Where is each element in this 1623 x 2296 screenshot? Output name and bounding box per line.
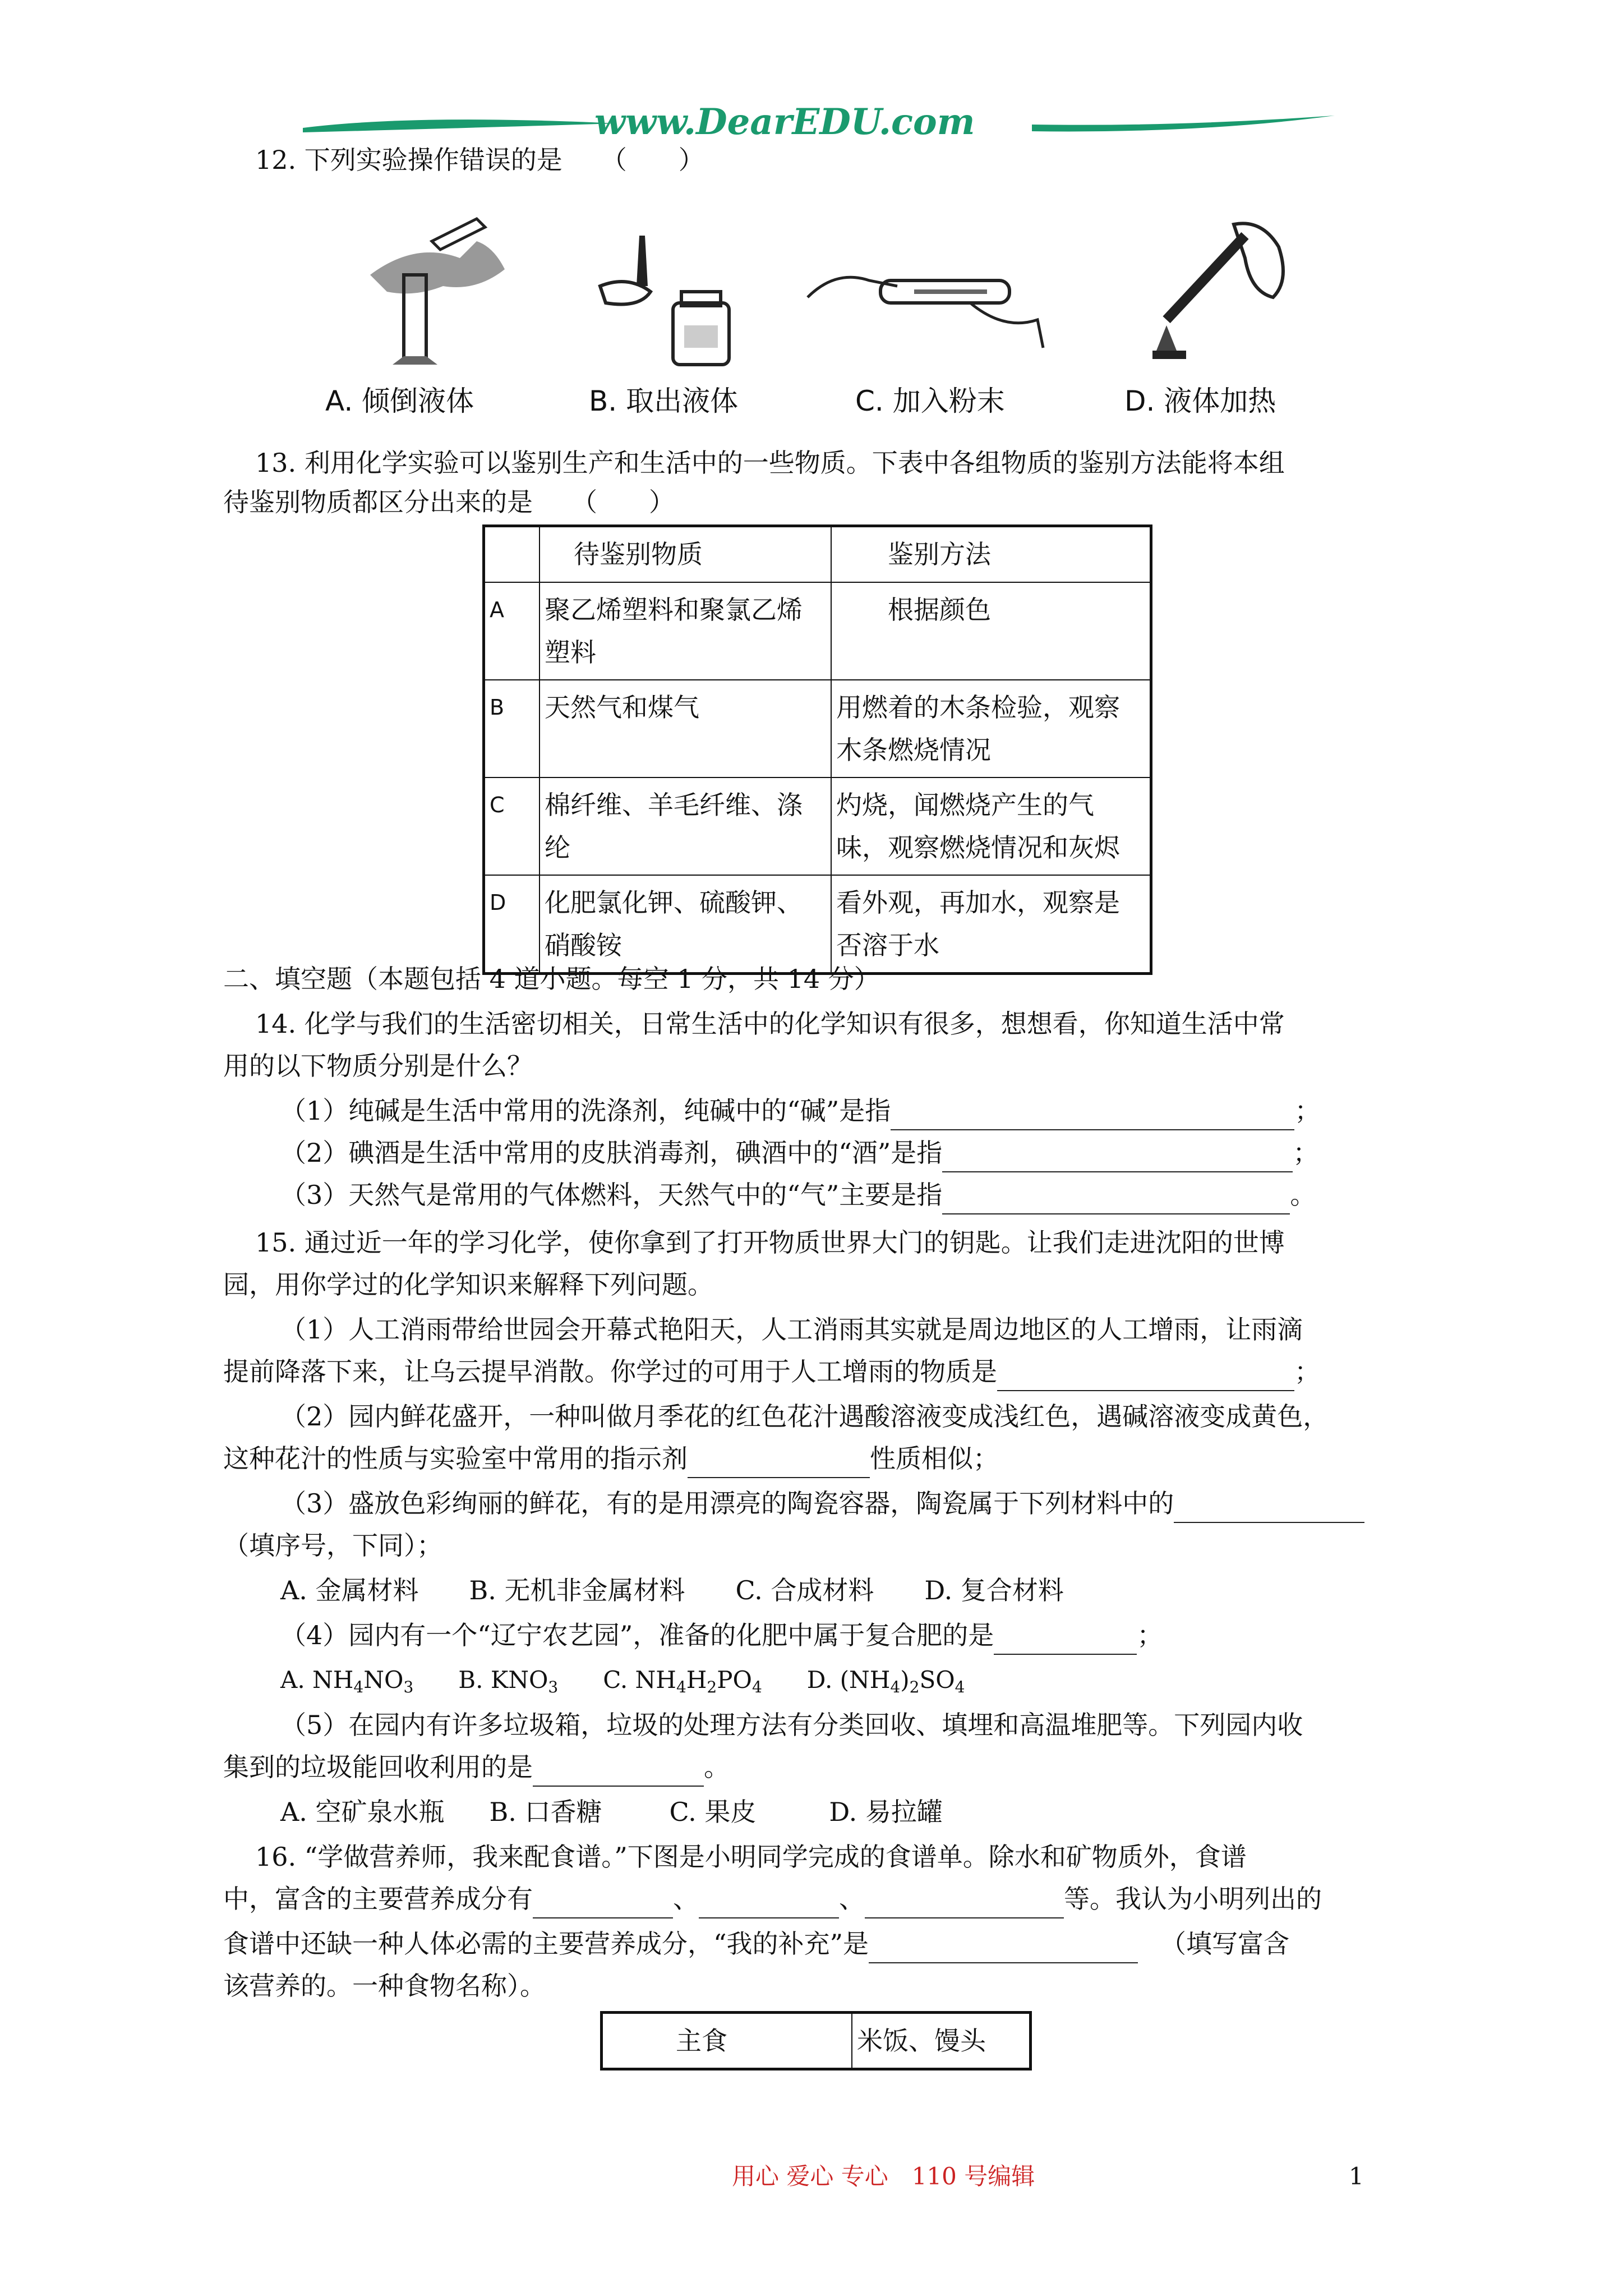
q15-p1-line1: （1）人工消雨带给世园会开幕式艳阳天，人工消雨其实就是周边地区的人工增雨，让雨滴 [280, 1314, 1303, 1345]
table-row [484, 582, 1151, 680]
q15-p3-options [280, 1571, 1064, 1610]
q14-stem-line1: 14. 化学与我们的生活密切相关，日常生活中的化学知识有很多，想想看，你知道生活中常 [255, 1009, 1285, 1039]
q16-recipe-table [600, 2011, 1032, 2070]
q14-item2-end: ； [1293, 1138, 1319, 1168]
q15-p4-line1 [280, 1616, 1163, 1655]
q15-p2-line2 [223, 1439, 999, 1478]
header-swoosh-right-icon [1032, 111, 1335, 145]
table-header-cell: 鉴别方法 [831, 526, 1151, 582]
q15-p5-line2 [223, 1747, 730, 1787]
section2-title: 二、填空题（本题包括 4 道小题。每空 1 分，共 14 分） [223, 964, 880, 994]
option-item: B. 口香糖 [489, 1797, 602, 1827]
table-cell-substances: 棉纤维、羊毛纤维、涤纶 [540, 777, 831, 875]
q15-p2-line1: （2）园内鲜花盛开，一种叫做月季花的红色花汁遇酸溶液变成浅红色，遇碱溶液变成黄色， [280, 1401, 1329, 1432]
option-item: D. 易拉罐 [829, 1797, 943, 1827]
table-cell-substances: 化肥氯化钾、硫酸钾、硝酸铵 [540, 875, 831, 974]
answer-blank[interactable] [699, 1888, 839, 1918]
table-cell-key: A [484, 582, 540, 680]
answer-blank[interactable] [942, 1142, 1293, 1172]
answer-blank[interactable] [1174, 1493, 1364, 1523]
option-item: D. 复合材料 [924, 1575, 1064, 1605]
option-item: A. $NH_4NO_3$ [280, 1666, 414, 1696]
header-swoosh-left-icon [303, 111, 617, 145]
q16-sep1: 、 [673, 1884, 699, 1914]
option-item: A. 空矿泉水瓶 [280, 1797, 445, 1827]
table-row [602, 2013, 1031, 2069]
q13-table [482, 524, 1152, 975]
table-row [484, 875, 1151, 974]
q14-item3-text: （3）天然气是常用的气体燃料，天然气中的“气”主要是指 [280, 1180, 943, 1210]
table-cell-substances: 天然气和煤气 [540, 680, 831, 777]
q14-item3-end: 。 [1290, 1180, 1316, 1210]
q14-item1 [280, 1091, 1320, 1130]
q15-p3-line1 [280, 1484, 1364, 1523]
table-cell-method: 看外观，再加水，观察是否溶于水 [831, 875, 1151, 974]
q15-p1-text: 提前降落下来，让乌云提早消散。你学过的可用于人工增雨的物质是 [223, 1356, 997, 1387]
answer-blank[interactable] [688, 1448, 870, 1478]
q14-item1-text: （1）纯碱是生活中常用的洗涤剂，纯碱中的“碱”是指 [280, 1096, 891, 1126]
q15-p4-text: （4）园内有一个“辽宁农艺园”，准备的化肥中属于复合肥的是 [280, 1620, 994, 1650]
answer-blank[interactable] [942, 1184, 1290, 1214]
q16-text-b: 等。我认为小明列出的 [1064, 1884, 1322, 1914]
table-cell-key: D [484, 875, 540, 974]
q15-p5-options [280, 1792, 943, 1832]
table-cell-key: C [484, 777, 540, 875]
option-item: B. $KNO_3$ [458, 1666, 559, 1696]
q15-p4-options [280, 1660, 965, 1707]
footer-text: 用心 爱心 专心 110 号编辑 [732, 2162, 1035, 2190]
q15-p2-text-b: 性质相似； [870, 1443, 999, 1474]
option-item: B. 无机非金属材料 [469, 1575, 685, 1605]
q15-p5-end: 。 [704, 1752, 730, 1782]
q14-stem-line2: 用的以下物质分别是什么？ [223, 1051, 533, 1081]
table-cell-substances: 聚乙烯塑料和聚氯乙烯塑料 [540, 582, 831, 680]
q16-text-a: 中，富含的主要营养成分有 [223, 1884, 533, 1914]
q15-p1-end: ； [1294, 1356, 1320, 1387]
q15-p5-text: 集到的垃圾能回收利用的是 [223, 1752, 533, 1782]
table-cell-key: B [484, 680, 540, 777]
q16-text-c: 食谱中还缺一种人体必需的主要营养成分，“我的补充”是 [223, 1929, 869, 1959]
pouring-liquid-icon [336, 208, 522, 376]
answer-blank[interactable] [997, 1361, 1294, 1391]
q15-p1-line2 [223, 1352, 1320, 1391]
answer-blank[interactable] [869, 1933, 1138, 1963]
q12-option-c: C. 加入粉末 [855, 385, 1005, 417]
option-item: C. 合成材料 [735, 1575, 874, 1605]
answer-blank[interactable] [891, 1100, 1294, 1130]
q15-p3-line2: （填序号，下同）； [223, 1530, 442, 1561]
q16-line1: 16. “学做营养师，我来配食谱。”下图是小明同学完成的食谱单。除水和矿物质外，食谱 [255, 1842, 1247, 1872]
q15-p4-end: ； [1137, 1620, 1163, 1650]
q12-option-d: D. 液体加热 [1124, 385, 1276, 417]
q12-stem: 12. 下列实验操作错误的是 （ ） [255, 145, 704, 175]
q16-text-d: （填写富含 [1160, 1929, 1290, 1959]
table-header-cell [484, 526, 540, 582]
q14-item1-end: ； [1294, 1096, 1321, 1126]
q12-option-b: B. 取出液体 [589, 385, 739, 417]
q14-item2-text: （2）碘酒是生活中常用的皮肤消毒剂，碘酒中的“酒”是指 [280, 1138, 943, 1168]
test-tube-powder-icon [802, 236, 1049, 359]
q16-line4: 该营养的。一种食物名称）。 [223, 1971, 546, 2001]
table-cell-method: 灼烧，闻燃烧产生的气味，观察燃烧情况和灰烬 [831, 777, 1151, 875]
q15-stem-line2: 园，用你学过的化学知识来解释下列问题。 [223, 1269, 713, 1300]
table-row [484, 526, 1151, 582]
answer-blank[interactable] [994, 1625, 1137, 1655]
answer-blank[interactable] [865, 1888, 1064, 1918]
dropper-bottle-icon [594, 224, 740, 370]
q15-p3-text: （3）盛放色彩绚丽的鲜花，有的是用漂亮的陶瓷容器，陶瓷属于下列材料中的 [280, 1488, 1174, 1519]
header-site-url[interactable]: www.DearEDU.com [594, 101, 975, 143]
q14-item2 [280, 1133, 1318, 1172]
table-header-cell: 待鉴别物质 [540, 526, 831, 582]
table-cell-method: 用燃着的木条检验，观察木条燃烧情况 [831, 680, 1151, 777]
option-item: D. $(NH_4)_2SO_4$ [806, 1666, 965, 1696]
page-number: 1 [1349, 2162, 1364, 2190]
recipe-label-cell: 主食 [602, 2013, 852, 2069]
q13-stem-line2: 待鉴别物质都区分出来的是 （ ） [223, 487, 675, 517]
q13-stem-line1: 13. 利用化学实验可以鉴别生产和生活中的一些物质。下表中各组物质的鉴别方法能将本组 [255, 448, 1285, 478]
option-item: A. 金属材料 [280, 1575, 419, 1605]
q15-p5-line1: （5）在园内有许多垃圾箱，垃圾的处理方法有分类回收、填埋和高温堆肥等。下列园内收 [280, 1710, 1303, 1740]
q14-item3 [280, 1175, 1316, 1214]
q15-p2-text-a: 这种花汁的性质与实验室中常用的指示剂 [223, 1443, 688, 1474]
table-row [484, 680, 1151, 777]
q12-option-a: A. 倾倒液体 [325, 385, 474, 417]
recipe-value-cell: 米饭、馒头 [852, 2013, 1031, 2069]
option-item: C. 果皮 [669, 1797, 757, 1827]
table-cell-method: 根据颜色 [831, 582, 1151, 680]
answer-blank[interactable] [533, 1756, 704, 1787]
heating-tube-icon [1133, 213, 1301, 370]
q16-line3 [223, 1924, 1289, 1963]
q15-stem-line1: 15. 通过近一年的学习化学，使你拿到了打开物质世界大门的钥匙。让我们走进沈阳的世博 [255, 1227, 1285, 1258]
q16-line2 [223, 1879, 1322, 1918]
answer-blank[interactable] [533, 1888, 673, 1918]
q16-sep2: 、 [839, 1884, 865, 1914]
table-row [484, 777, 1151, 875]
option-item: C. $NH_4H_2PO_4$ [603, 1666, 762, 1696]
